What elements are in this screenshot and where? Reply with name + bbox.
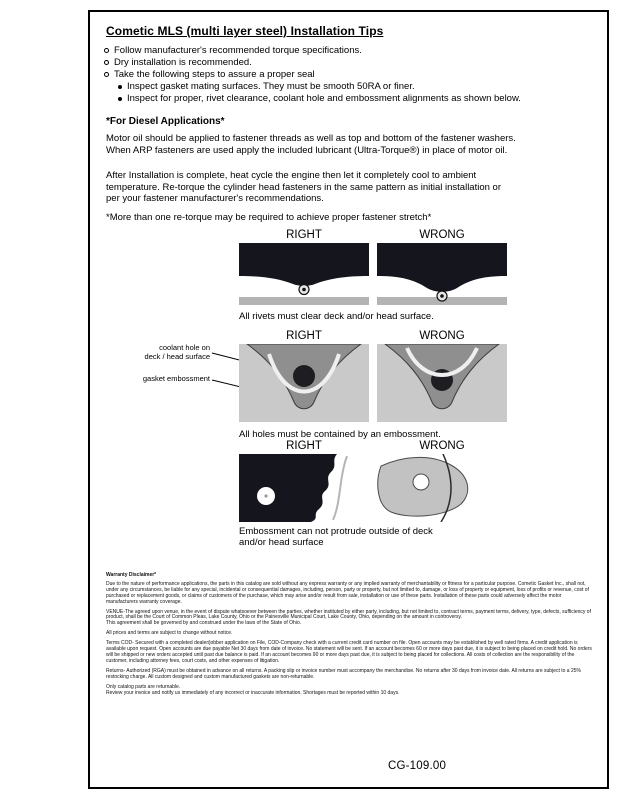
row2-wrong-label: WRONG <box>419 330 465 342</box>
coolant-hole <box>293 365 315 387</box>
gasket-body <box>239 243 369 286</box>
legal-paragraph-catalog: Only catalog parts are returnable. <box>106 683 181 690</box>
figure-hole-right <box>239 344 369 422</box>
legal-paragraph-governing: This agreement shall be governed by and construed under the laws of the State of Ohio. <box>106 620 302 627</box>
legal-paragraph-review: Review your invoice and notify us immediately of any incorrect or inaccurate information. Shortages must be reported within 10 days. <box>106 689 400 696</box>
gasket-edge <box>239 454 337 522</box>
tip-item <box>104 57 521 69</box>
bolt-hole <box>413 474 429 490</box>
row3-right-label: RIGHT <box>286 440 322 452</box>
row1-caption: All rivets must clear deck and/or head surface. <box>239 311 434 322</box>
tip-text: Dry installation is recommended. <box>114 57 252 68</box>
gasket-embossment-callout: gasket embossment <box>142 374 210 383</box>
tip-item <box>104 69 521 81</box>
catalog-page-number: CG-109.00 <box>388 760 447 772</box>
filled-bullet-icon <box>118 97 122 101</box>
figure-rivet-right <box>239 243 369 305</box>
figure-rivet-wrong <box>377 243 507 305</box>
legal-paragraph-warranty: Due to the nature of performance applications, the parts in this catalog are sold without any express warranty or any implied warranty of merchantability or fitness for a particular purpose. Cometic Gasket Inc., shall not, under any circumstances, be liable for any special, incidental or consequential damages, including, person, party or property, but not limited to, damage, or loss of property or equipment, loss of profits or revenue, cost of purchased or replacement goods, or claims of customers of the purchase, which may arise and/or result from sale, installation or use of these parts. Installation of these parts could adversely affect the motor manufacturers warranty coverage. <box>106 580 589 605</box>
deck-edge-line <box>333 456 347 520</box>
legal-paragraph-returns: Returns- Authorized (RGA) must be obtained in advance on all returns. A packing slip or invoice number must accompany the merchandise. No returns after 30 days from invoice date. All returns are subject to a 25% restocking charge. All custom designed and custom manufactured gaskets are non-returnable. <box>106 667 581 680</box>
row1-wrong-label: WRONG <box>419 229 465 241</box>
filled-bullet-icon <box>118 85 122 89</box>
row2-caption: All holes must be contained by an embossment. <box>239 429 441 440</box>
open-bullet-icon <box>104 48 109 53</box>
diesel-paragraph-2: After Installation is complete, heat cycle the engine then let it completely cool to ambient temperature. Re-torque the cylinder head fasteners in the same pattern as initial installation or per your fastener manufacturer's recommendations. <box>106 170 501 204</box>
open-bullet-icon <box>104 60 109 65</box>
figure-emboss-wrong <box>377 454 507 522</box>
coolant-hole-callout: coolant hole on deck / head surface <box>144 343 210 361</box>
page-border-frame <box>88 10 609 789</box>
open-bullet-icon <box>104 72 109 77</box>
installation-tips-list <box>104 45 521 105</box>
warranty-disclaimer-heading: Warranty Disclaimer* <box>106 572 157 578</box>
tip-sub-item <box>118 93 521 105</box>
diesel-paragraph-1: Motor oil should be applied to fastener threads as well as top and bottom of the fastener washers. When ARP fasteners are used apply the included lubricant (Ultra-Torque®) in place of motor oil. <box>106 133 516 156</box>
figure-hole-wrong <box>377 344 507 422</box>
tip-text: Inspect gasket mating surfaces. They must be smooth 50RA or finer. <box>127 81 415 92</box>
gasket-body <box>377 243 507 292</box>
deck-surface <box>239 297 369 305</box>
warranty-disclaimer-block <box>106 573 593 700</box>
legal-paragraph-prices: All prices and terms are subject to change without notice. <box>106 630 233 637</box>
row3-caption: Embossment can not protrude outside of deck and/or head surface <box>239 526 433 548</box>
legal-paragraph-terms: Terms COD- Secured with a completed dealer/jobber application on File, COD-Company check with a current credit card number on file. Open accounts may be established by well rated firms. A credit application is available upon request. Open accounts are due payable Net 30 days from date of invoice. No statement will be sent. If an account becomes 60 or more days past due, it is subject to being placed on credit hold. No orders will be shipped or new orders accepted until past due balance is paid. If an account becomes 90 or more days past due, it is subject to being placed for collections. All costs of collection are the responsibility of the customer, including attorney fees, court costs, and other expenses of litigation. <box>106 640 592 664</box>
row3-wrong-label: WRONG <box>419 440 465 452</box>
retorque-note: *More than one re-torque may be required to achieve proper fastener stretch* <box>106 212 432 223</box>
figure-emboss-right <box>239 454 369 522</box>
tip-text: Inspect for proper, rivet clearance, coolant hole and embossment alignments as shown below. <box>127 93 521 104</box>
tip-sub-item <box>118 81 521 93</box>
row2-right-label: RIGHT <box>286 330 322 342</box>
tip-text: Follow manufacturer's recommended torque specifications. <box>114 45 362 56</box>
tip-text: Take the following steps to assure a proper seal <box>114 69 315 80</box>
diesel-heading: *For Diesel Applications* <box>106 116 225 127</box>
legal-paragraph-venue: VENUE-The agreed upon venue, in the event of dispute whatsoever between the parties, whether instituted by either party, including, but not limited to, contract terms, payment terms, delivery, type, defects, sufficiency of product, shall be the Court of Common Pleas, Lake County, Ohio or the Painesville Municipal Court, Lake County, Ohio, depending on the amount in controversy. <box>106 608 591 621</box>
row1-right-label: RIGHT <box>286 229 322 241</box>
tip-item <box>104 45 521 57</box>
page-title: Cometic MLS (multi layer steel) Installation Tips <box>106 24 384 38</box>
